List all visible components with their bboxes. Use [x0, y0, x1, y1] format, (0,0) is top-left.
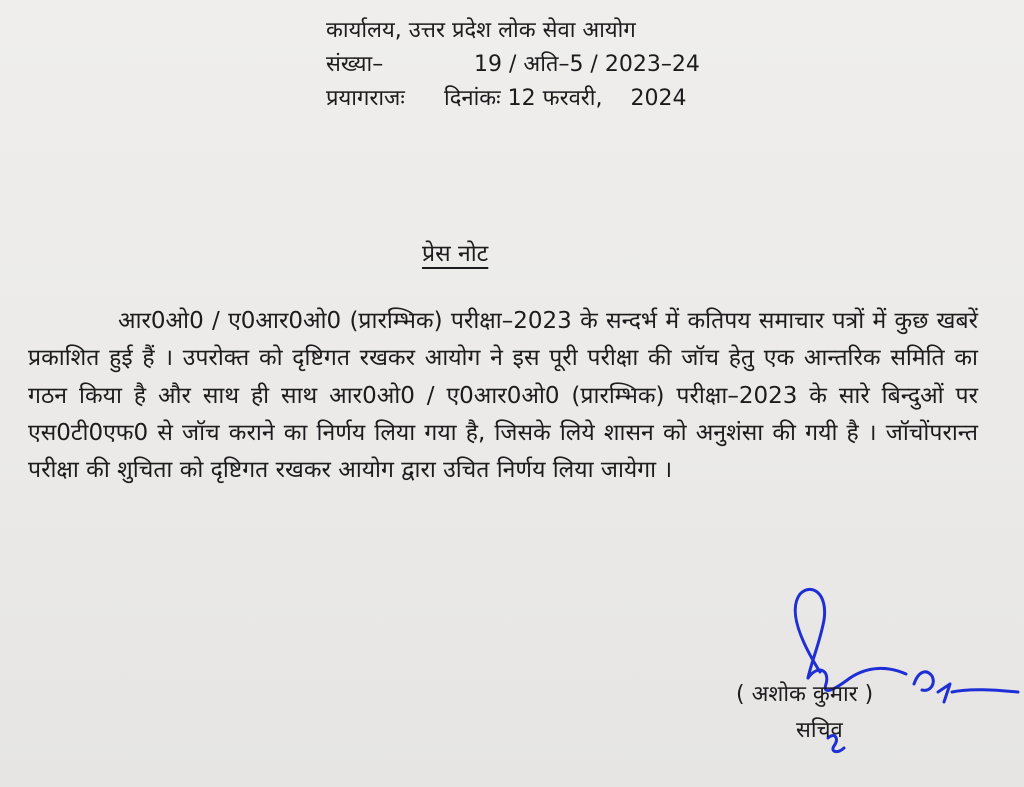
document-title: प्रेस नोट [422, 241, 489, 267]
signatory-name: ( अशोक कुमार ) [736, 682, 874, 707]
letter-header [326, 14, 746, 116]
reference-line [326, 48, 746, 82]
place-date-line [326, 82, 746, 116]
place-label: प्रयागराजः [326, 86, 405, 111]
date-text: दिनांकः 12 फरवरी, 2024 [444, 86, 687, 111]
reference-label: संख्या– [326, 52, 384, 77]
reference-number: 19 / अति–5 / 2023–24 [474, 52, 700, 77]
office-name: कार्यालय, उत्तर प्रदेश लोक सेवा आयोग [326, 18, 636, 43]
signatory-designation: सचिव [796, 718, 843, 743]
signature-block [700, 580, 1020, 780]
body-paragraph: आर0ओ0 / ए0आर0ओ0 (प्रारम्भिक) परीक्षा–2023 के सन्दर्भ में कतिपय समाचार पत्रों में कुछ खबरें प्रकाशित हुई हैं । उपरोक्त को दृष्टिगत रखकर आयोग ने इस पूरी परीक्षा की जॉच हेतु एक आन्तरिक समिति का गठन किया है और साथ ही साथ आर0ओ0 / ए0आर0ओ0 (प्रारम्भिक) परीक्षा–2023 के सारे बिन्दुओं पर एस0टी0एफ0 से जॉच कराने का निर्णय लिया गया है, जिसके लिये शासन को अनुशंसा की गयी है । जॉचोंपरान्त परीक्षा की शुचिता को दृष्टिगत रखकर आयोग द्वारा उचित निर्णय लिया जायेगा । [28, 308, 978, 484]
